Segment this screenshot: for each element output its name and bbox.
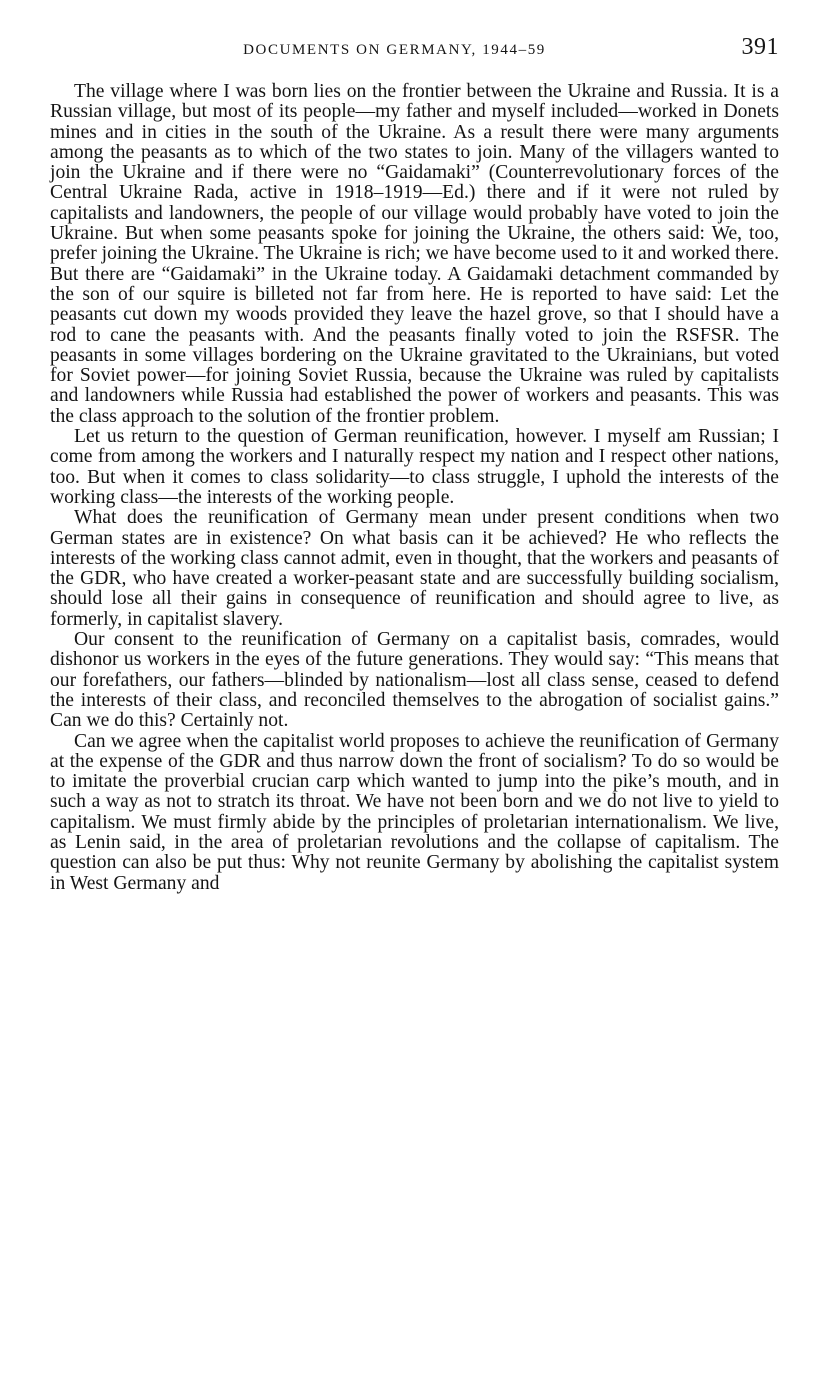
paragraph-reunification-conditions: What does the reunification of Germany mean under present conditions when two German states are in existence? On what basis can it be achieved? He who reflects the interests of the working class cannot admit, even in thought, that the workers and peasants of the GDR, who have created a worker-peasant state and are successfully building socialism, should lose all their gains in consequence of reunification and should agree to live, as formerly, in capitalist slavery. <box>50 507 779 630</box>
running-header <box>50 34 779 68</box>
body-text <box>50 82 779 894</box>
paragraph-frontier-village: The village where I was born lies on the frontier between the Ukraine and Russia. It is a Russian village, but most of its people—my father and myself included—worked in Donets mines and in cities in the south of the Ukraine. As a result there were many arguments among the peasants as to which of the two states to join. Many of the villagers wanted to join the Ukraine and if there were no “Gaidamaki” (Counterrevolutionary forces of the Central Ukraine Rada, active in 1918–1919—Ed.) there and if it were not ruled by capitalists and landowners, the people of our village would probably have voted to join the Ukraine. But when some peasants spoke for joining the Ukraine, the others said: We, too, prefer joining the Ukraine. The Ukraine is rich; we have become used to it and worked there. But there are “Gaidamaki” in the Ukraine today. A Gaidamaki detachment commanded by the son of our squire is billeted not far from here. He is reported to have said: Let the peasants cut down my woods provided they leave the hazel grove, so that I should have a rod to cane the peasants with. And the peasants finally voted to join the RSFSR. The peasants in some villages bordering on the Ukraine gravitated to the Ukrainians, but voted for Soviet power—for joining Soviet Russia, because the Ukraine was ruled by capitalists and landowners while Russia had established the power of workers and peasants. This was the class approach to the solution of the frontier problem. <box>50 81 779 427</box>
running-title: DOCUMENTS ON GERMANY, 1944–59 <box>243 42 546 58</box>
paragraph-front-of-socialism: Can we agree when the capitalist world proposes to achieve the reunification of Germany at the expense of the GDR and thus narrow down the front of socialism? To do so would be to imitate the proverbial crucian carp which wanted to jump into the pike’s mouth, and in such a way as not to stratch its throat. We have not been born and we do not live to yield to capitalism. We must firmly abide by the principles of proletarian internationalism. We live, as Lenin said, in the area of proletarian revolutions and the collapse of capitalism. The question can also be put thus: Why not reunite Germany by abolishing the capitalist system in West Germany and <box>50 730 779 894</box>
paragraph-german-reunification: Let us return to the question of German reunification, however. I myself am Russian; I come from among the workers and I naturally respect my nation and I respect other nations, too. But when it comes to class solidarity—to class struggle, I uphold the interests of the working class—the interests of the working people. <box>50 426 779 508</box>
document-page <box>50 34 779 894</box>
page-number: 391 <box>741 34 779 60</box>
paragraph-capitalist-basis: Our consent to the reunification of Germany on a capitalist basis, comrades, would dishonor us workers in the eyes of the future generations. They would say: “This means that our forefathers, our fathers—blinded by nationalism—lost all class sense, ceased to defend the interests of their class, and reconciled themselves to the abrogation of socialist gains.” Can we do this? Certainly not. <box>50 629 779 732</box>
